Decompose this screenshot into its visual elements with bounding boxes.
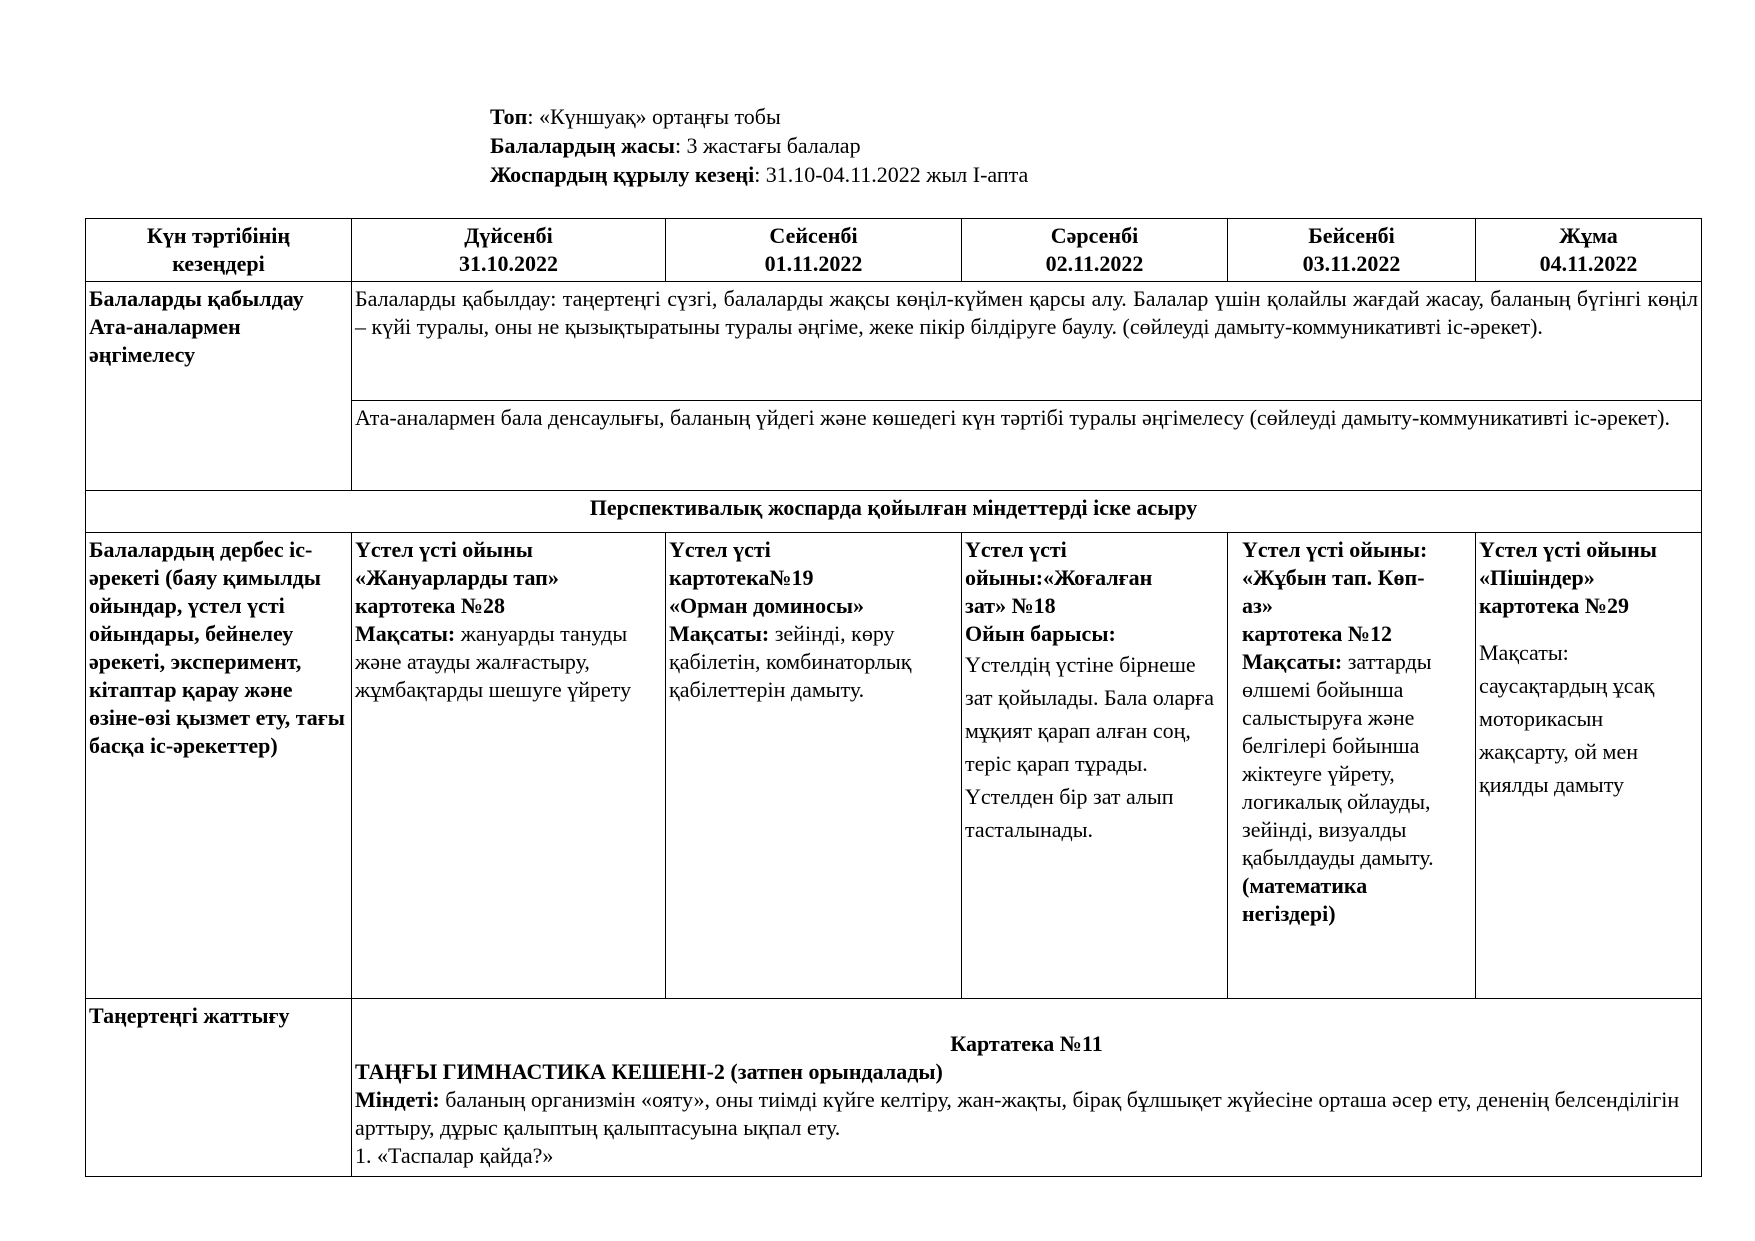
day-header-tuesday: Сейсенбі 01.11.2022 [666, 219, 962, 282]
friday-activity-goal: Мақсаты: саусақтардың ұсақ моторикасын жақсарту, ой мен қиялды дамыту [1479, 640, 1655, 797]
tuesday-activity-title: Үстел үсті картотека№19 «Орман доминосы» [669, 537, 865, 618]
monday-activity: Үстел үсті ойыны «Жануарларды тап» картотека №28 Мақсаты: жануарды тануды және атауды жалғастыру, жұмбақтарды шешуге үйрету [352, 533, 666, 999]
wednesday-activity [962, 533, 1228, 999]
wednesday-activity-text: Үстелдің үстіне бірнеше зат қойылады. Бала оларға мұқият қарап алған соң, теріс қарап тұрады. Үстелден бір зат алып тасталынады. [965, 652, 1215, 842]
group-line: Топ: «Күншуақ» ортаңғы тобы [490, 104, 781, 129]
weekly-plan-table [85, 218, 1702, 1177]
reception-text: Балаларды қабылдау: таңертеңгі сүзгі, балаларды жақсы көңіл-күймен қарсы алу. Балалар үшін қолайлы жағдай жасау, баланың бүгінгі көңіл – күйі туралы, оны не қызықтыратыны туралы әңгіме, жеке пікір білдіруге баулу. (сөйлеуді дамыту-коммуникативті іс-әрекет). [352, 282, 1702, 401]
wednesday-activity-title: Үстел үсті ойыны:«Жоғалған зат» №18 Ойын барысы: [965, 537, 1153, 646]
perspective-title: Перспективалық жоспарда қойылған міндеттерді іске асыру [86, 491, 1702, 533]
thursday-activity-title: Үстел үсті ойыны: «Жұбын тап. Көп- аз» картотека №12 [1242, 537, 1428, 646]
exercise-stage-label: Таңертеңгі жаттығу [86, 999, 352, 1177]
exercise-card: Картатека №11 [950, 1031, 1103, 1056]
independent-activity-label: Балалардың дербес іс-әрекеті (баяу қимылды ойындар, үстел үсті ойындары, бейнелеу әрекеті, эксперимент, кітаптар қарау және өзіне-өзі қызмет ету, тағы басқа іс-әрекеттер) [86, 533, 352, 999]
thursday-activity: Үстел үсті ойыны: «Жұбын тап. Көп- аз» картотека №12 Мақсаты: заттарды өлшемі бойынша салыстыруға және белгілері бойынша жіктеуге үйрету, логикалық ойлауды, зейінді, визуалды қабылдауды дамыту. (математика негіздері) [1228, 533, 1476, 999]
reception-stage-label: Балаларды қабылдау Ата-аналармен әңгімелесу [86, 282, 352, 491]
parents-talk-text: Ата-аналармен бала денсаулығы, баланың үйдегі және көшедегі күн тәртібі туралы әңгімелесу (сөйлеуді дамыту-коммуникативті іс-әрекет). [352, 401, 1702, 491]
exercise-content: Картатека №11 ТАҢҒЫ ГИМНАСТИКА КЕШЕНІ-2 (затпен орындалады) Міндеті: баланың организмін «ояту», оны тиімді күйге келтіру, жан-жақты, бірақ бұлшықет жүйесіне орташа әсер ету, дененің белсенділігін арттыру, дұрыс қалыптың қалыптасуына ықпал ету. 1. «Таспалар қайда?» [352, 999, 1702, 1177]
friday-activity [1476, 533, 1702, 999]
friday-activity-title: Үстел үсті ойыны «Пішіндер» картотека №29 [1479, 537, 1657, 618]
day-header-monday: Дүйсенбі 31.10.2022 [352, 219, 666, 282]
period-line: Жоспардың құрылу кезеңі: 31.10-04.11.2022 жыл I-апта [490, 162, 1029, 187]
exercise-row [86, 999, 1702, 1177]
document-header [490, 102, 1028, 189]
monday-activity-title: Үстел үсті ойыны «Жануарларды тап» картотека №28 [355, 537, 559, 618]
day-header-friday: Жұма 04.11.2022 [1476, 219, 1702, 282]
independent-activity-row [86, 533, 1702, 999]
exercise-complex: ТАҢҒЫ ГИМНАСТИКА КЕШЕНІ-2 (затпен орындалады) [355, 1059, 943, 1084]
exercise-item-1: 1. «Таспалар қайда?» [355, 1143, 554, 1168]
thursday-activity-tag: (математика негіздері) [1242, 873, 1368, 926]
stage-column-header: Күн тәртібінің кезеңдері [86, 219, 352, 282]
reception-row-1 [86, 282, 1702, 401]
day-header-thursday: Бейсенбі 03.11.2022 [1228, 219, 1476, 282]
day-header-wednesday: Сәрсенбі 02.11.2022 [962, 219, 1228, 282]
tuesday-activity: Үстел үсті картотека№19 «Орман доминосы» Мақсаты: зейінді, көру қабілетін, комбинаторлық қабілеттерін дамыту. [666, 533, 962, 999]
table-header-row [86, 219, 1702, 282]
perspective-row [86, 491, 1702, 533]
age-line: Балалардың жасы: 3 жастағы балалар [490, 133, 861, 158]
